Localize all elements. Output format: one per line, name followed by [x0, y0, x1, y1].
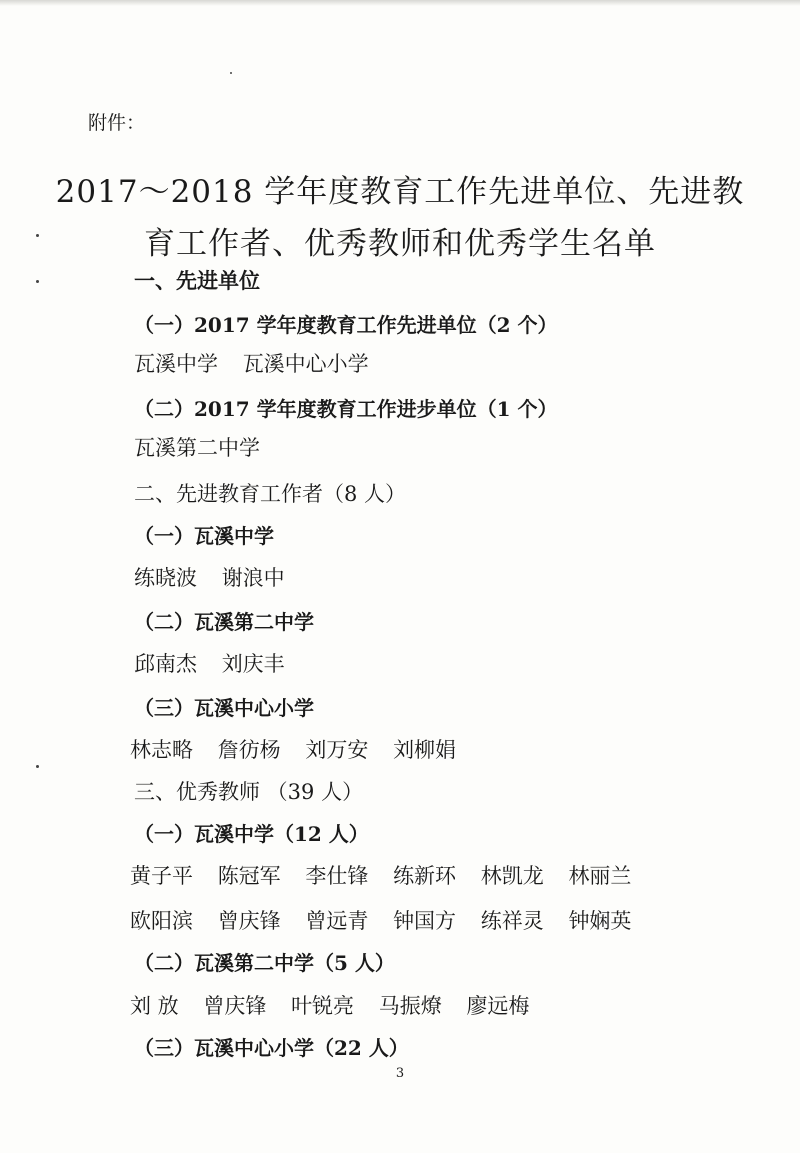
attachment-label: 附件：	[88, 112, 146, 134]
person-name: 刘 放	[130, 994, 179, 1018]
person-name: 曾庆锋	[203, 994, 267, 1018]
page-number: 3	[395, 1066, 405, 1081]
title-line-1: 2017～2018 学年度教育工作先进单位、先进教	[55, 174, 745, 210]
scan-speck	[36, 234, 39, 237]
person-name: 陈冠军	[217, 864, 281, 888]
section-1-sub-1-heading: （一）2017 学年度教育工作先进单位（2 个）	[134, 313, 558, 337]
scan-edge	[0, 0, 800, 6]
person-name: 林凯龙	[480, 864, 544, 888]
person-name: 刘柳娟	[393, 738, 457, 762]
person-name: 廖远梅	[466, 994, 530, 1018]
section-2-sub-1-names	[134, 562, 303, 592]
person-name: 林丽兰	[568, 864, 632, 888]
person-name: 欧阳滨	[130, 909, 193, 933]
person-name: 曾远青	[305, 909, 369, 933]
title-line-2: 育工作者、优秀教师和优秀学生名单	[144, 226, 656, 262]
person-name: 詹彷杨	[217, 738, 281, 762]
section-2-sub-2-names	[134, 648, 303, 678]
person-name: 叶锐亮	[291, 994, 355, 1018]
person-name: 黄子平	[130, 864, 193, 888]
section-1-sub-2-heading: （二）2017 学年度教育工作进步单位（1 个）	[134, 397, 558, 421]
section-3-sub-1-heading: （一）瓦溪中学（12 人）	[134, 822, 369, 846]
person-name: 刘庆丰	[221, 652, 285, 676]
section-3-sub-1-names-row-2	[130, 905, 649, 935]
person-name: 林志略	[130, 738, 193, 762]
person-name: 练晓波	[134, 566, 197, 590]
person-name: 邱南杰	[134, 652, 197, 676]
person-name: 刘万安	[305, 738, 369, 762]
section-1-sub-1-names	[134, 348, 387, 378]
section-2-sub-2-heading: （二）瓦溪第二中学	[134, 610, 314, 634]
section-2-sub-3-heading: （三）瓦溪中心小学	[134, 696, 314, 720]
section-3-sub-2-names	[130, 990, 547, 1020]
section-3-sub-1-names-row-1	[130, 860, 649, 890]
person-name: 练新环	[393, 864, 457, 888]
scan-speck	[36, 280, 39, 283]
person-name: 马振燎	[378, 994, 442, 1018]
person-name: 李仕锋	[305, 864, 369, 888]
scan-speck	[36, 765, 39, 768]
person-name: 练祥灵	[480, 909, 544, 933]
unit-name: 瓦溪中学	[134, 352, 218, 376]
person-name: 曾庆锋	[217, 909, 281, 933]
section-1-sub-2-names	[134, 432, 278, 462]
section-2-sub-1-heading: （一）瓦溪中学	[134, 524, 274, 548]
person-name: 钟国方	[393, 909, 457, 933]
section-3-sub-3-heading: （三）瓦溪中心小学（22 人）	[134, 1036, 409, 1060]
scan-speck	[230, 72, 232, 74]
unit-name: 瓦溪中心小学	[242, 352, 369, 376]
section-3-sub-2-heading: （二）瓦溪第二中学（5 人）	[134, 951, 395, 975]
unit-name: 瓦溪第二中学	[134, 436, 260, 460]
section-2-heading: 二、先进教育工作者（8 人）	[134, 482, 407, 506]
person-name: 谢浪中	[221, 566, 285, 590]
section-3-heading: 三、优秀教师 （39 人）	[134, 780, 364, 804]
section-1-heading: 一、先进单位	[134, 268, 260, 293]
person-name: 钟娴英	[568, 909, 632, 933]
section-2-sub-3-names	[130, 734, 474, 764]
